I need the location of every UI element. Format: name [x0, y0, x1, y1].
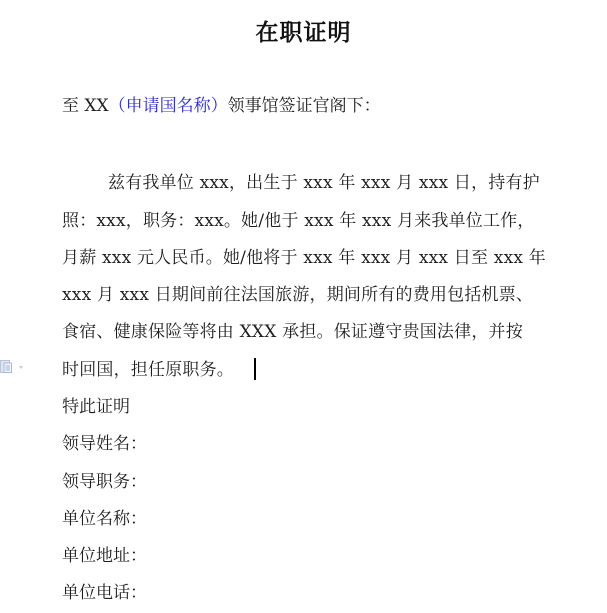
body-line: 兹有我单位 xxx，出生于 xxx 年 xxx 月 xxx 日，持有护	[108, 173, 540, 193]
leader-name-label: 领导姓名：	[62, 434, 147, 454]
addressee-line	[62, 95, 381, 117]
leader-position-label: 领导职务：	[62, 472, 147, 492]
text-cursor	[254, 358, 256, 380]
body-line: 照：xxx，职务：xxx。她/他于 xxx 年 xxx 月来我单位工作，	[62, 211, 535, 231]
addressee-prefix: 至 XX	[62, 96, 109, 116]
body-line: 食宿、健康保险等将由 XXX 承担。保证遵守贵国法律，并按	[62, 322, 523, 342]
body-line: 月薪 xxx 元人民币。她/他将于 xxx 年 xxx 月 xxx 日至 xxx 年	[62, 248, 546, 268]
company-address-label: 单位地址：	[62, 546, 147, 566]
closing-line: 特此证明	[62, 397, 130, 417]
paste-options-icon[interactable]	[0, 360, 12, 373]
company-phone-label: 单位电话：	[62, 583, 147, 603]
addressee-country-placeholder: （申请国名称）	[108, 96, 228, 116]
body-line: xxx 月 xxx 日期间前往法国旅游，期间所有的费用包括机票、	[62, 285, 534, 305]
document-title: 在职证明	[255, 19, 352, 46]
company-name-label: 单位名称：	[62, 509, 147, 529]
body-line: 时回国，担任原职务。	[62, 360, 234, 380]
paste-options-dropdown-icon[interactable]	[19, 366, 23, 369]
addressee-suffix: 领事馆签证官阁下：	[227, 96, 381, 116]
